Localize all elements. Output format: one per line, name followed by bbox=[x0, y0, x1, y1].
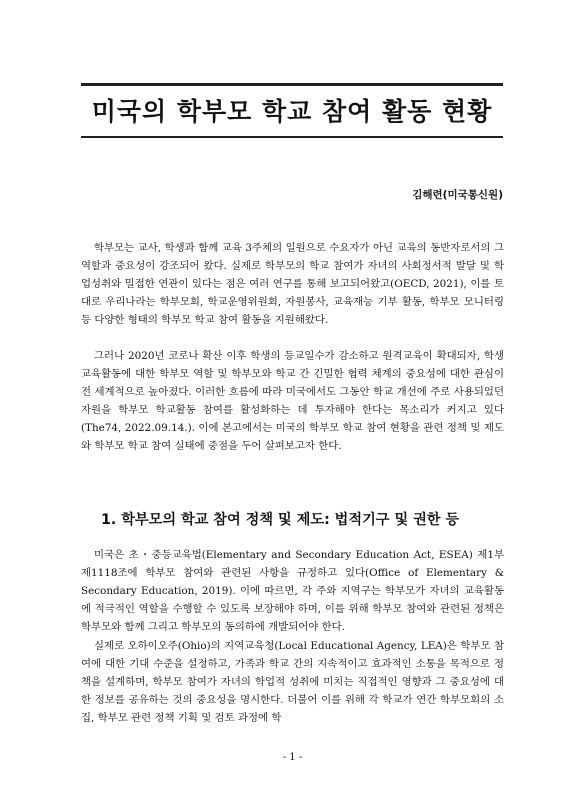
section-heading: 1. 학부모의 학교 참여 정책 및 제도: 법적기구 및 권한 등 bbox=[101, 512, 460, 528]
title-rule-bottom bbox=[81, 136, 503, 138]
author-byline: 김해련(미국통신원) bbox=[412, 189, 503, 201]
page-number: - 1 - bbox=[282, 752, 303, 763]
section-paragraph-2: 실제로 오하이오주(Ohio)의 지역교육청(Local Educational Agency, LEA)은 학부모 참여에 대한 기대 수준을 설정하고, 가족과 학교 간의 지속적이고 효과적인 소통을 목적으로 정책을 설계하며, 학부모 참여가 자녀의 학업적 성취에 미치는 직접적인 영향과 그 중요성에 대한 정보를 공유하는 것의 중요성을 명시한다. 더불어 이를 위해 각 학교가 연간 학부모회의 소집, 학부모 관련 정책 기획 및 검토 과정에 학 bbox=[81, 640, 504, 725]
title-rule-top bbox=[81, 83, 503, 86]
intro-paragraph-2: 그러나 2020년 코로나 확산 이후 학생의 등교일수가 감소하고 원격교육이 확대되자, 학생 교육활동에 대한 학부모 역할 및 학부모와 학교 간 긴밀한 협력 체계의 중요성에 대한 관심이 전 세계적으로 높아졌다. 이러한 흐름에 따라 미국에서도 그동안 학교 개선에 주로 사용되었던 자원을 학부모 학교활동 참여를 활성화하는 데 투자해야 한다는 목소리가 커지고 있다(The74, 2022.09.14.). 이에 본고에서는 미국의 학부모 학교 참여 현황을 관련 정책 및 제도와 학부모 학교 참여 실태에 중점을 두어 살펴보고자 한다. bbox=[81, 350, 504, 453]
section-paragraph-1: 미국은 초・중등교육법(Elementary and Secondary Education Act, ESEA) 제1부 제1118조에 학부모 참여와 관련된 사항을 규정하고 있다(Office of Elementary & Secondary Education, 2019). 이에 따르면, 각 주와 지역구는 학부모가 자녀의 교육활동에 적극적인 역할을 수행할 수 있도록 보장해야 하며, 이를 위해 학부모 참여와 관련된 정책은 학부모와 함께 그리고 학부모의 동의하에 개발되어야 한다. bbox=[81, 549, 504, 634]
intro-paragraph-1: 학부모는 교사, 학생과 함께 교육 3주체의 일원으로 수요자가 아닌 교육의 동반자로서의 그 역할과 중요성이 강조되어 왔다. 실제로 학부모의 학교 참여가 자녀의 사회정서적 발달 및 학업성취와 밀접한 연관이 있다는 점은 여러 연구를 통해 보고되어왔고(OECD, 2021), 이를 토대로 우리나라는 학부모회, 학교운영위원회, 자원봉사, 교육재능 기부 활동, 학부모 모니터링 등 다양한 형태의 학부모 학교 참여 활동을 지원해왔다. bbox=[81, 242, 504, 327]
page-title: 미국의 학부모 학교 참여 활동 현황 bbox=[91, 97, 493, 126]
